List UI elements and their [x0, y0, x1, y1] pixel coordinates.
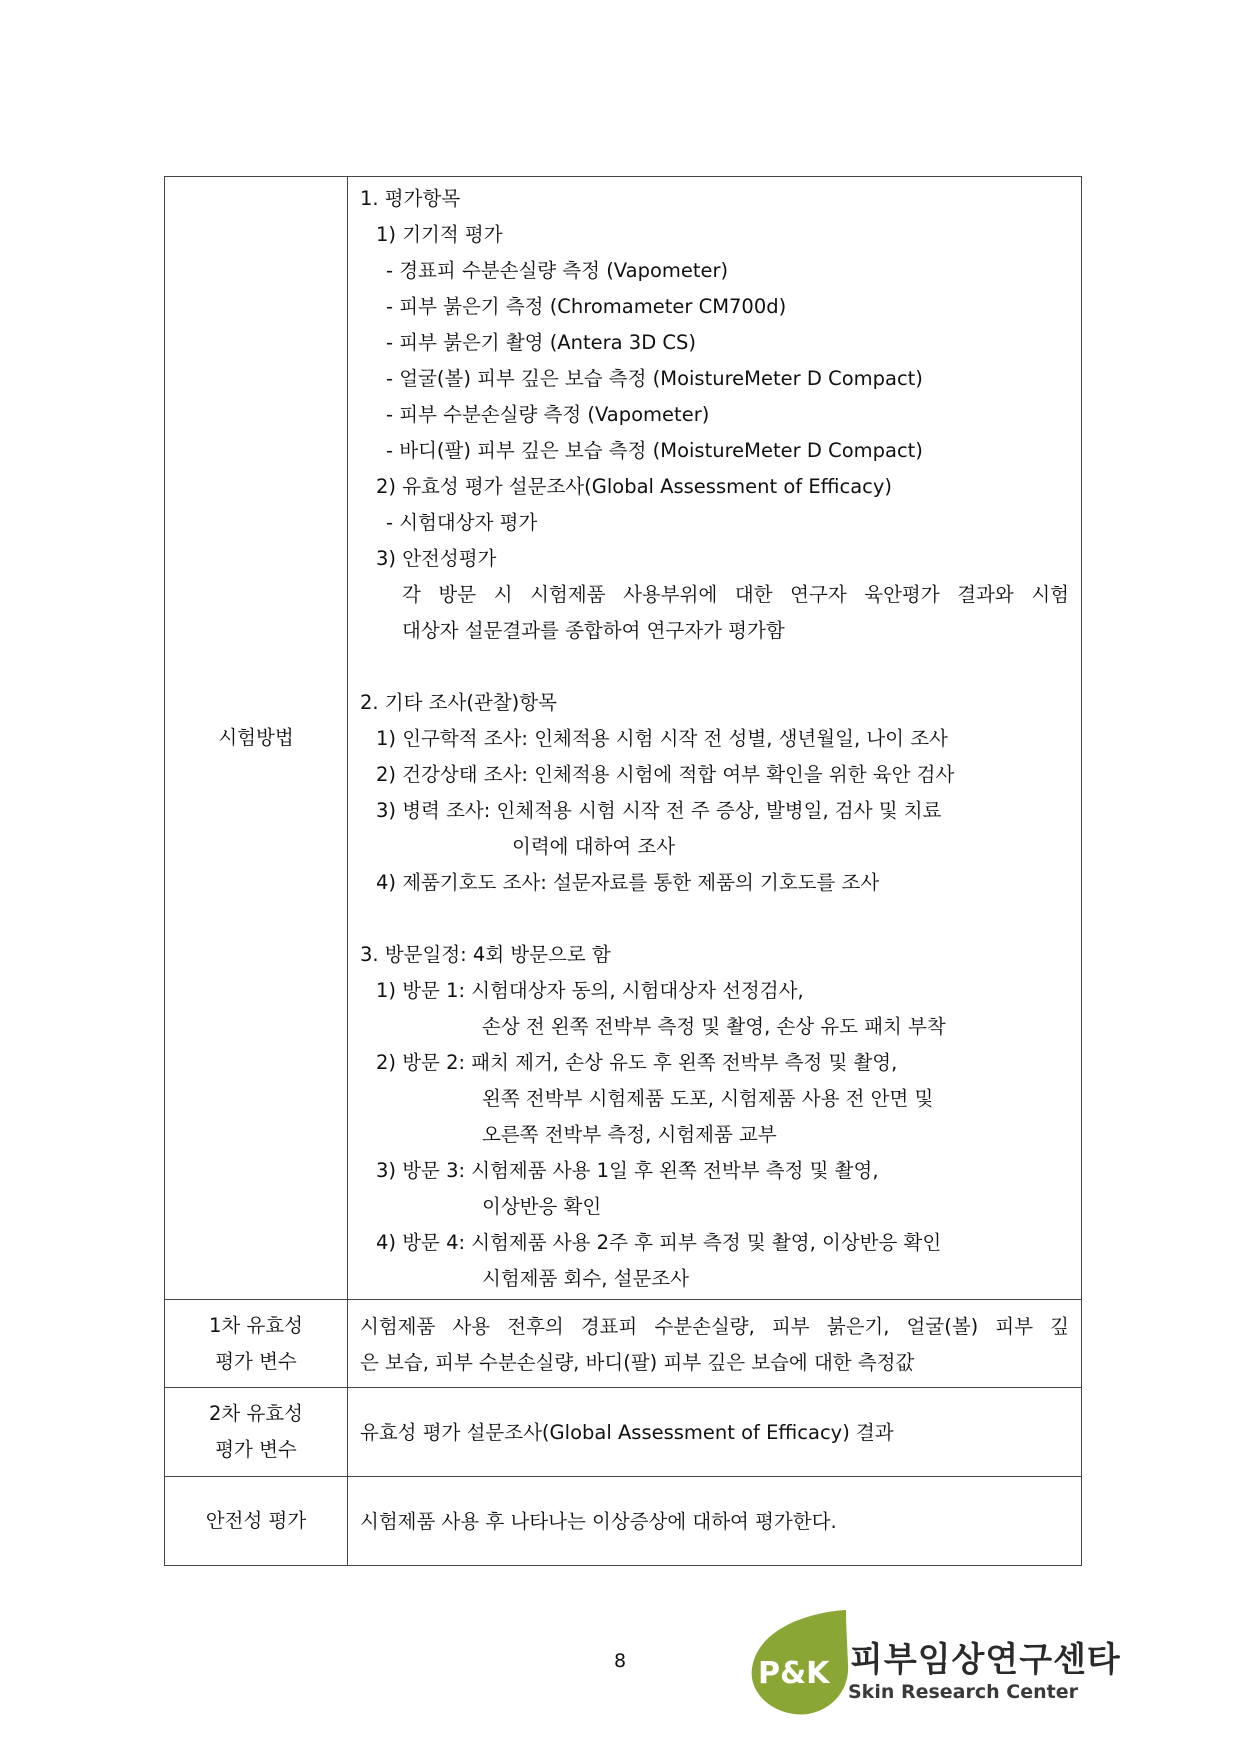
list-item: - 경표피 수분손실량 측정 (Vapometer) [386, 259, 729, 282]
paragraph-line: 각 방문 시 시험제품 사용부위에 대한 연구자 육안평가 결과와 시험 [402, 583, 1069, 606]
secondary-endpoint-content [348, 1388, 1082, 1477]
visit-item: 4) 방문 4: 시험제품 사용 2주 후 피부 측정 및 촬영, 이상반응 확인 [376, 1231, 942, 1254]
visit-item: 1) 방문 1: 시험대상자 동의, 시험대상자 선정검사, [376, 979, 804, 1002]
section-heading: 2. 기타 조사(관찰)항목 [360, 691, 557, 714]
safety-row [165, 1477, 1082, 1566]
logo-name-korean: 피부임상연구센타 [850, 1640, 1121, 1680]
safety-content [348, 1477, 1082, 1566]
list-item-continuation: 이력에 대하여 조사 [512, 835, 676, 858]
spacer [360, 901, 1069, 937]
protocol-table [164, 176, 1082, 1566]
section-heading: 1. 평가항목 [360, 187, 461, 210]
primary-endpoint-content [348, 1300, 1082, 1388]
list-item: - 바디(팔) 피부 깊은 보습 측정 (MoistureMeter D Compact) [386, 439, 923, 462]
visit-item-continuation: 손상 전 왼쪽 전박부 측정 및 촬영, 손상 유도 패치 부착 [482, 1015, 946, 1038]
list-item: 2) 건강상태 조사: 인체적용 시험에 적합 여부 확인을 위한 육안 검사 [376, 763, 955, 786]
visit-item-continuation: 왼쪽 전박부 시험제품 도포, 시험제품 사용 전 안면 및 [482, 1087, 934, 1110]
list-item: 4) 제품기호도 조사: 설문자료를 통한 제품의 기호도를 조사 [376, 871, 880, 894]
list-item: - 피부 붉은기 촬영 (Antera 3D CS) [386, 331, 697, 354]
logo-name-english: Skin Research Center [848, 1681, 1078, 1703]
paragraph-line: 시험제품 사용 전후의 경표피 수분손실량, 피부 붉은기, 얼굴(볼) 피부 깊 [360, 1314, 1069, 1338]
primary-endpoint-row [165, 1300, 1082, 1388]
safety-label: 안전성 평가 [165, 1477, 348, 1566]
visit-item-continuation: 오른쪽 전박부 측정, 시험제품 교부 [482, 1123, 777, 1146]
section-heading: 3. 방문일정: 4회 방문으로 함 [360, 943, 611, 966]
secondary-endpoint-label [165, 1388, 348, 1477]
visit-item-continuation: 이상반응 확인 [482, 1195, 602, 1218]
visit-item-continuation: 시험제품 회수, 설문조사 [482, 1267, 689, 1290]
subsection-heading: 3) 안전성평가 [376, 547, 497, 570]
label-line: 평가 변수 [215, 1349, 297, 1373]
logo-mark-text: P&K [758, 1656, 830, 1691]
page-number: 8 [613, 1650, 627, 1672]
paragraph-line: 은 보습, 피부 수분손실량, 바디(팔) 피부 깊은 보습에 대한 측정값 [360, 1350, 915, 1374]
list-item: - 피부 붉은기 측정 (Chromameter CM700d) [386, 295, 787, 318]
visit-item: 3) 방문 3: 시험제품 사용 1일 후 왼쪽 전박부 측정 및 촬영, [376, 1159, 879, 1182]
subsection-heading: 1) 기기적 평가 [376, 223, 503, 246]
secondary-endpoint-row [165, 1388, 1082, 1477]
paragraph-line: 대상자 설문결과를 종합하여 연구자가 평가함 [402, 619, 785, 642]
spacer [360, 649, 1069, 685]
label-line: 2차 유효성 [209, 1402, 303, 1425]
subsection-heading: 2) 유효성 평가 설문조사(Global Assessment of Efficacy) [376, 475, 893, 498]
primary-endpoint-label [165, 1300, 348, 1388]
label-line: 1차 유효성 [209, 1313, 303, 1337]
list-item: 1) 인구학적 조사: 인체적용 시험 시작 전 성별, 생년월일, 나이 조사 [376, 727, 948, 750]
paragraph-line: 유효성 평가 설문조사(Global Assessment of Efficacy) 결과 [360, 1421, 894, 1444]
paragraph-line: 시험제품 사용 후 나타나는 이상증상에 대하여 평가한다. [360, 1510, 837, 1533]
method-row [165, 177, 1082, 1300]
method-label: 시험방법 [165, 177, 348, 1300]
method-content [348, 177, 1082, 1300]
list-item: 3) 병력 조사: 인체적용 시험 시작 전 주 증상, 발병일, 검사 및 치료 [376, 799, 942, 822]
list-item: - 시험대상자 평가 [386, 511, 538, 534]
visit-item: 2) 방문 2: 패치 제거, 손상 유도 후 왼쪽 전박부 측정 및 촬영, [376, 1051, 898, 1074]
list-item: - 피부 수분손실량 측정 (Vapometer) [386, 403, 710, 426]
label-line: 평가 변수 [215, 1438, 297, 1461]
list-item: - 얼굴(볼) 피부 깊은 보습 측정 (MoistureMeter D Compact) [386, 367, 923, 390]
